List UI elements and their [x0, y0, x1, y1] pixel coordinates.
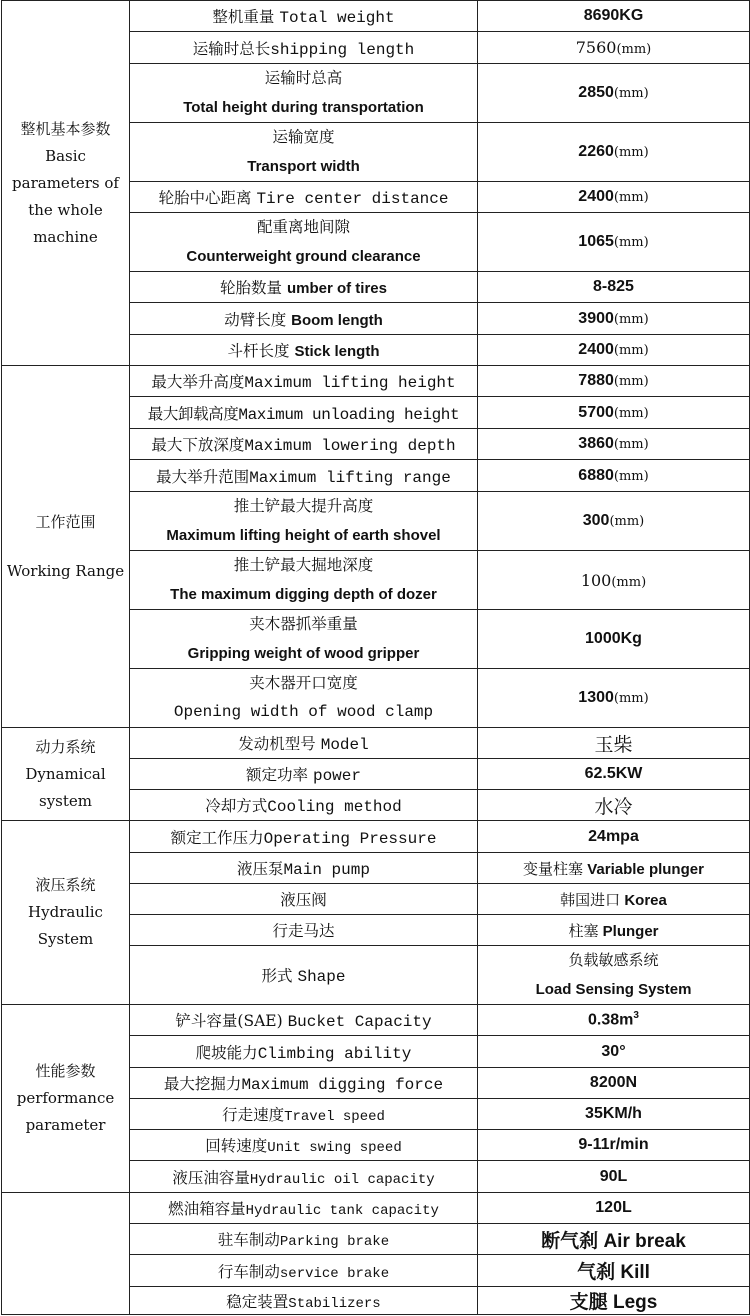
param-cell: 配重离地间隙 Counterweight ground clearance	[130, 213, 478, 272]
value-cell: 柱塞 Plunger	[478, 915, 750, 946]
param-cell: 最大卸载高度Maximum unloading height	[130, 397, 478, 429]
table-row	[2, 1005, 750, 1036]
value-cell: 3860(mm)	[478, 429, 750, 460]
group-label-en: Dynamical	[25, 764, 106, 783]
value-cell: 支腿 Legs	[478, 1287, 750, 1315]
value-cell: 9-11r/min	[478, 1130, 750, 1161]
group-label-cn: 性能参数	[35, 1062, 96, 1080]
param-cell: 爬坡能力Climbing ability	[130, 1036, 478, 1068]
param-cell: 推土铲最大提升高度 Maximum lifting height of earth shovel	[130, 492, 478, 551]
param-cell: 最大挖掘力Maximum digging force	[130, 1068, 478, 1099]
value-cell: 负载敏感系统 Load Sensing System	[478, 946, 750, 1005]
param-cell: 行走马达	[130, 915, 478, 946]
param-cell: 发动机型号 Model	[130, 728, 478, 759]
group-label-cn: 动力系统	[35, 737, 96, 756]
param-cell: 最大举升范围Maximum lifting range	[130, 460, 478, 492]
table-row	[2, 366, 750, 397]
value-cell: 90L	[478, 1161, 750, 1193]
value-cell: 韩国进口 Korea	[478, 884, 750, 915]
value-cell: 8690KG	[478, 1, 750, 32]
table-row	[2, 728, 750, 759]
value-cell: 7560(mm)	[478, 32, 750, 64]
param-cell: 液压泵Main pump	[130, 853, 478, 884]
group-label-en: performance	[16, 1089, 115, 1107]
param-cell: 燃油箱容量Hydraulic tank capacity	[130, 1193, 478, 1224]
value-cell: 水冷	[478, 790, 750, 821]
param-cell: 最大举升高度Maximum lifting height	[130, 366, 478, 397]
param-cell: 运输时总高 Total height during transportation	[130, 64, 478, 123]
table-row	[2, 821, 750, 853]
group-label-en: System	[37, 930, 94, 948]
param-cell: 回转速度Unit swing speed	[130, 1130, 478, 1161]
value-cell: $0.38m^3$	[478, 1005, 750, 1036]
value-cell: 2260(mm)	[478, 123, 750, 182]
group-power	[2, 728, 130, 821]
param-cell: 额定工作压力Operating Pressure	[130, 821, 478, 853]
value-cell: 5700(mm)	[478, 397, 750, 429]
group-label-en: parameter	[25, 1116, 106, 1134]
value-cell: 6880(mm)	[478, 460, 750, 492]
group-label-en: Hydraulic	[28, 903, 103, 921]
value-cell: 300(mm)	[478, 492, 750, 551]
param-cell: 推土铲最大掘地深度 The maximum digging depth of dozer	[130, 551, 478, 610]
value-cell: 变量柱塞 Variable plunger	[478, 853, 750, 884]
value-cell: 7880(mm)	[478, 366, 750, 397]
value-cell: 1000Kg	[478, 610, 750, 669]
param-cell: 轮胎中心距离 Tire center distance	[130, 182, 478, 213]
group-label-en: Basic	[45, 146, 86, 165]
group-label-en: system	[39, 791, 92, 810]
value-cell: 8200N	[478, 1068, 750, 1099]
param-cell: 运输时总长shipping length	[130, 32, 478, 64]
param-cell: 额定功率 power	[130, 759, 478, 790]
param-cell: 运输宽度 Transport width	[130, 123, 478, 182]
group-label-en: machine	[33, 227, 98, 246]
value-cell: 35KM/h	[478, 1099, 750, 1130]
value-cell: 2850(mm)	[478, 64, 750, 123]
group-working	[2, 366, 130, 728]
group-label-cn: 液压系统	[35, 876, 96, 894]
group-performance	[2, 1005, 130, 1193]
param-cell: 整机重量 Total weight	[130, 1, 478, 32]
param-cell: 铲斗容量(SAE) Bucket Capacity	[130, 1005, 478, 1036]
param-cell: 稳定装置Stabilizers	[130, 1287, 478, 1315]
value-cell: 玉柴	[478, 728, 750, 759]
param-cell: 冷却方式Cooling method	[130, 790, 478, 821]
group-hydraulic	[2, 821, 130, 1005]
param-cell: 夹木器抓举重量 Gripping weight of wood gripper	[130, 610, 478, 669]
spec-table	[1, 0, 750, 1315]
group-basic	[2, 1, 130, 366]
param-cell: 行走速度Travel speed	[130, 1099, 478, 1130]
value-cell: 30°	[478, 1036, 750, 1068]
value-cell: 120L	[478, 1193, 750, 1224]
value-cell: 1300(mm)	[478, 669, 750, 728]
param-cell: 液压阀	[130, 884, 478, 915]
group-label-en: the whole	[28, 200, 103, 219]
value-cell: 断气刹 Air break	[478, 1224, 750, 1255]
group-label-en: Working Range	[6, 561, 125, 580]
group-empty	[2, 1193, 130, 1315]
param-cell: 动臂长度 Boom length	[130, 303, 478, 335]
param-cell: 驻车制动Parking brake	[130, 1224, 478, 1255]
value-cell: 100(mm)	[478, 551, 750, 610]
param-cell: 夹木器开口宽度 Opening width of wood clamp	[130, 669, 478, 728]
value-cell: 2400(mm)	[478, 335, 750, 366]
value-cell: 3900(mm)	[478, 303, 750, 335]
param-cell: 轮胎数量 umber of tires	[130, 272, 478, 303]
value-cell: 1065(mm)	[478, 213, 750, 272]
param-cell: 斗杆长度 Stick length	[130, 335, 478, 366]
group-label-cn: 工作范围	[35, 512, 96, 531]
value-cell: 气刹 Kill	[478, 1255, 750, 1287]
table-row	[2, 1193, 750, 1224]
group-label-en: parameters of	[12, 173, 119, 192]
table-row	[2, 1, 750, 32]
param-cell: 最大下放深度Maximum lowering depth	[130, 429, 478, 460]
group-label-cn: 整机基本参数	[20, 119, 111, 138]
param-cell: 形式 Shape	[130, 946, 478, 1005]
value-cell: 2400(mm)	[478, 182, 750, 213]
value-cell: 62.5KW	[478, 759, 750, 790]
value-cell: 8-825	[478, 272, 750, 303]
param-cell: 液压油容量Hydraulic oil capacity	[130, 1161, 478, 1193]
param-cell: 行车制动service brake	[130, 1255, 478, 1287]
value-cell: 24mpa	[478, 821, 750, 853]
